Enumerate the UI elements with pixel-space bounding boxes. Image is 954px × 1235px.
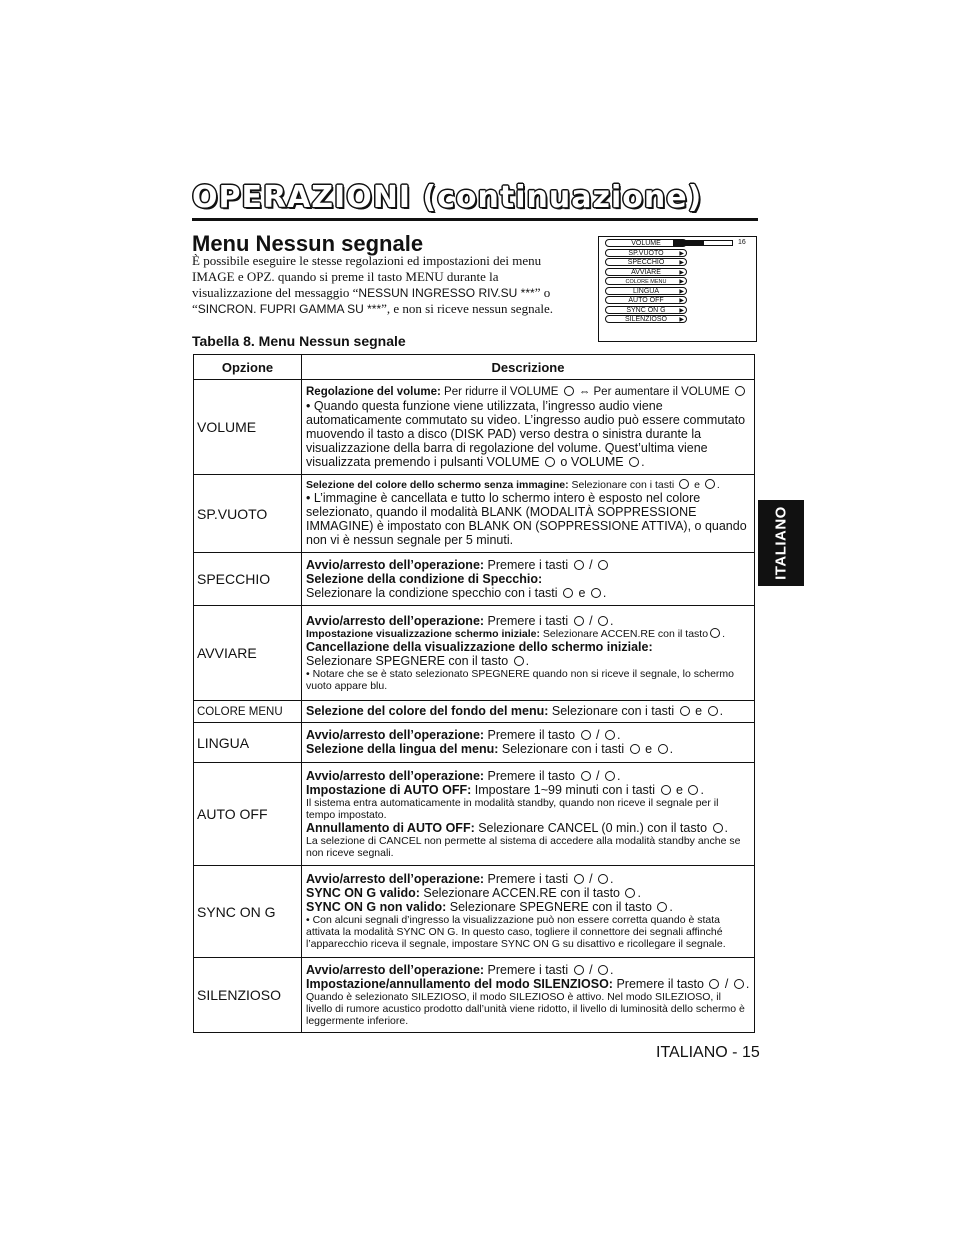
key-left-icon	[598, 560, 608, 570]
description-cell: Avvio/arresto dell’operazione: Premere i tasti / Selezione della condizione di Specchio: Selezionare la condizione specchio con i tasti e .	[302, 553, 755, 606]
side-tab-label: ITALIANO	[772, 506, 790, 580]
table-row-avviare	[194, 606, 755, 701]
option-cell: AVVIARE	[194, 606, 302, 701]
key-down-icon	[709, 979, 719, 989]
col-option-header: Opzione	[194, 355, 302, 380]
table-row-spvuoto	[194, 475, 755, 553]
osd-item-auto-off: AUTO OFF ▶	[605, 296, 687, 304]
key-left-icon	[598, 874, 608, 884]
arrow-right-icon: ▶	[679, 270, 684, 276]
description-cell: Selezione del colore del fondo del menu: Selezionare con i tasti e .	[302, 701, 755, 723]
option-cell: SP.VUOTO	[194, 475, 302, 553]
option-cell: LINGUA	[194, 723, 302, 763]
table-row-volume	[194, 380, 755, 475]
key-down-icon	[625, 888, 635, 898]
table-row-auto-off	[194, 763, 755, 866]
arrow-right-icon: ▶	[679, 260, 684, 266]
page-footer: ITALIANO - 15	[656, 1044, 760, 1061]
key-right-icon	[735, 386, 745, 396]
osd-item-volume: VOLUME	[605, 239, 687, 247]
key-right-icon	[574, 560, 584, 570]
arrow-right-icon: ▶	[679, 317, 684, 323]
key-left-icon	[708, 706, 718, 716]
key-down-icon	[710, 628, 720, 638]
option-cell: SPECCHIO	[194, 553, 302, 606]
osd-item-colore-menu: COLORE MENU ▶	[605, 277, 687, 285]
description-cell: Regolazione del volume: Per ridurre il VOLUME ⇔ Per aumentare il VOLUME • Quando questa funzione viene utilizzata, l’ingresso audio viene automaticamente commutato su video. L’ingresso audio può essere commutato muovendo il tasto a disco (DISK PAD) verso destra o sinistra durante la visualizzazione della barra di regolazione del volume. Quest’ultima viene visualizzata premendo i pulsanti VOLUME o VOLUME .	[302, 380, 755, 475]
volume-value: 16	[738, 239, 746, 246]
arrow-right-icon: ▶	[679, 279, 684, 285]
table-caption: Tabella 8. Menu Nessun segnale	[192, 333, 406, 349]
options-table	[193, 354, 755, 1033]
key-left-icon	[679, 479, 689, 489]
osd-item-lingua: LINGUA ▶	[605, 287, 687, 295]
key-up-icon	[734, 979, 744, 989]
page-title: OPERAZIONI (continuazione)	[192, 180, 703, 215]
option-cell: SYNC ON G	[194, 866, 302, 958]
osd-item-silenzioso: SILENZIOSO ▶	[605, 315, 687, 323]
table-row-silenzioso	[194, 958, 755, 1033]
key-right-icon	[574, 616, 584, 626]
key-left-icon	[605, 730, 615, 740]
table-row-sync-on-g	[194, 866, 755, 958]
description-cell: Selezione del colore dello schermo senza immagine: Selezionare con i tasti e . • L’immagine è cancellata e tutto lo schermo intero è esposto nel colore selezionato, quando il modalità BLANK (MODALITÀ SOPPRESSIONE IMMAGINE) è impostato con BLANK ON (SOPPRESSIONE ATTIVA), o quando non vi è nessun segnale per 5 minuti.	[302, 475, 755, 553]
option-cell: AUTO OFF	[194, 763, 302, 866]
key-left-icon	[598, 616, 608, 626]
key-down-icon	[563, 588, 573, 598]
osd-item-spvuoto: SP.VUOTO ▶	[605, 249, 687, 257]
osd-item-specchio: SPECCHIO ▶	[605, 258, 687, 266]
key-up-icon	[658, 744, 668, 754]
table-row-specchio	[194, 553, 755, 606]
option-cell: COLORE MENU	[194, 701, 302, 723]
osd-item-sync-on-g: SYNC ON G ▶	[605, 306, 687, 314]
table-row-lingua	[194, 723, 755, 763]
key-left-icon	[598, 965, 608, 975]
table-row-colore-menu	[194, 701, 755, 723]
section-heading: Menu Nessun segnale	[192, 231, 424, 256]
key-up-icon	[514, 656, 524, 666]
key-right-icon	[581, 771, 591, 781]
arrow-right-icon: ▶	[679, 289, 684, 295]
title-rule	[192, 218, 758, 221]
key-left-icon	[629, 457, 639, 467]
osd-menu-illustration	[598, 236, 757, 342]
description-cell: Avvio/arresto dell’operazione: Premere i tasti / . SYNC ON G valido: Selezionare ACCEN.RE con il tasto . SYNC ON G non valido: Selezionare SPEGNERE con il tasto . • Con alcuni segnali d’ingresso la visualizzazione può non essere corretta quando è stata attivata la modalità SYNC ON G. In questo caso, togliere il connettore dei segnali affinché l’apparecchio riceva il segnale, impostare SYNC ON G su disattivo e ricollegare il segnale.	[302, 866, 755, 958]
key-down-icon	[661, 785, 671, 795]
key-right-icon	[581, 730, 591, 740]
description-cell: Avvio/arresto dell’operazione: Premere il tasto / . Impostazione di AUTO OFF: Impostare 1~99 minuti con i tasti e . Il sistema entra automaticamente in modalità standby, quando non riceve il segnale per il tempo impostato. Annullamento di AUTO OFF: Selezionare CANCEL (0 min.) con il tasto . La selezione di CANCEL non permette al sistema di accedere alla modalità standby anche se non riceve segnali.	[302, 763, 755, 866]
osd-item-avviare: AVVIARE ▶	[605, 268, 687, 276]
key-left-icon	[605, 771, 615, 781]
arrow-right-icon: ▶	[679, 308, 684, 314]
key-up-icon	[657, 902, 667, 912]
arrow-right-icon: ▶	[679, 251, 684, 257]
option-cell: VOLUME	[194, 380, 302, 475]
key-right-icon	[574, 965, 584, 975]
volume-bar	[673, 240, 733, 246]
volume-bar-fill	[674, 241, 704, 245]
key-right-icon	[545, 457, 555, 467]
description-cell: Avvio/arresto dell’operazione: Premere i tasti / . Impostazione/annullamento del modo SILENZIOSO: Premere il tasto / . Quando è selezionato SILEZIOSO, il modo SILEZIOSO è attivo. Nel modo SILEZIOSO, il livello di rumore acustico prodotto dall’unità viene ridotto, il livello di luminosità dello schermo è leggermente inferiore.	[302, 958, 755, 1033]
key-left-icon	[564, 386, 574, 396]
language-side-tab	[758, 500, 804, 586]
key-right-icon	[705, 479, 715, 489]
key-up-icon	[688, 785, 698, 795]
col-description-header: Descrizione	[302, 355, 755, 380]
key-up-icon	[713, 823, 723, 833]
description-cell: Avvio/arresto dell’operazione: Premere il tasto / . Selezione della lingua del menu: Selezionare con i tasti e .	[302, 723, 755, 763]
key-down-icon	[630, 744, 640, 754]
arrow-right-icon: ▶	[679, 298, 684, 304]
key-up-icon	[591, 588, 601, 598]
table-header-row	[194, 355, 755, 380]
key-right-icon	[574, 874, 584, 884]
key-right-icon	[680, 706, 690, 716]
option-cell: SILENZIOSO	[194, 958, 302, 1033]
description-cell: Avvio/arresto dell’operazione: Premere i tasti / . Impostazione visualizzazione schermo iniziale: Selezionare ACCEN.RE con il tasto . Cancellazione della visualizzazione dello schermo iniziale: Selezionare SPEGNERE con il tasto . • Notare che se è stato selezionato SPEGNERE quando non si riceve il segnale, lo schermo vuoto appare blu.	[302, 606, 755, 701]
intro-paragraph: È possibile eseguire le stesse regolazioni ed impostazioni dei menu IMAGE e OPZ. quando si preme il tasto MENU durante la visualizzazione del messaggio “NESSUN INGRESSO RIV.SU ***” o “SINCRON. FUPRI GAMMA SU ***”, e non si riceve nessun segnale.	[192, 253, 553, 317]
